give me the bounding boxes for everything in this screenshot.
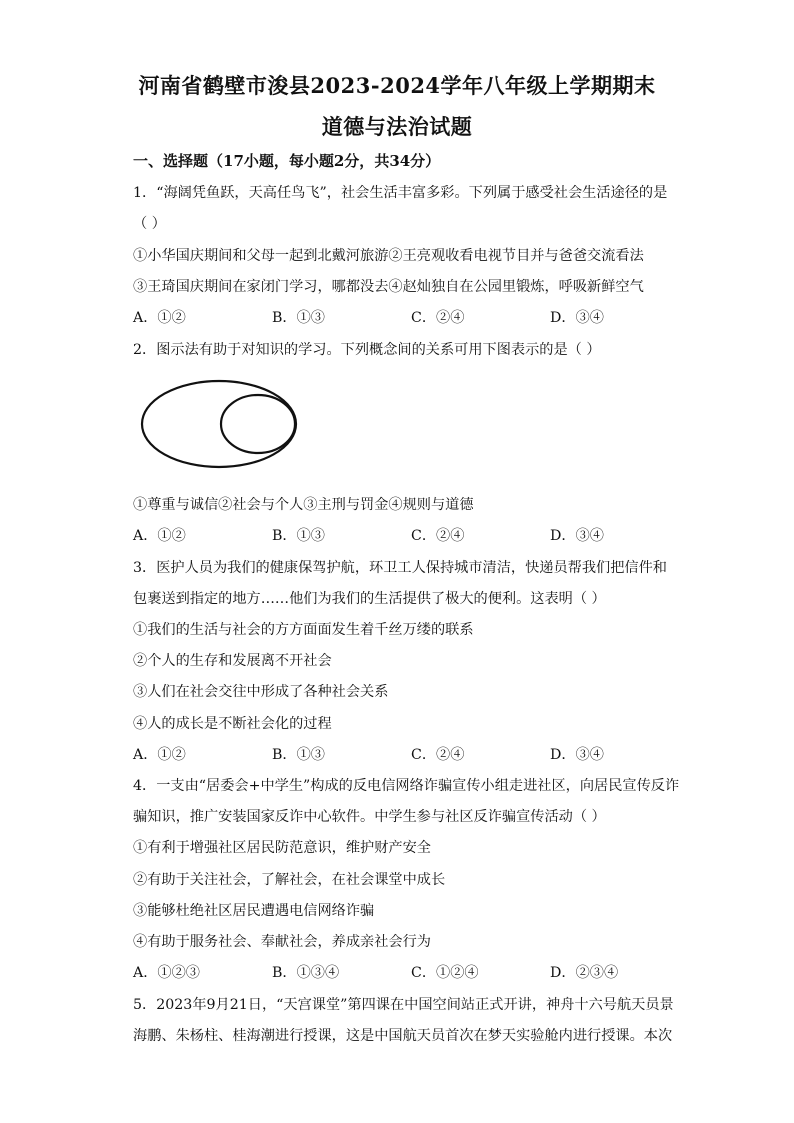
exam-title: 河南省鹤壁市浚县2023-2024学年八年级上学期期末 bbox=[138, 73, 656, 98]
q3-item-2: ②个人的生存和发展离不开社会 bbox=[133, 653, 332, 669]
q5-stem-2: 海鹏、朱杨柱、桂海潮进行授课，这是中国航天员首次在梦天实验舱内进行授课。本次 bbox=[133, 1028, 673, 1044]
q3-stem: 3．医护人员为我们的健康保驾护航，环卫工人保持城市清洁，快递员帮我们把信件和 bbox=[133, 560, 667, 576]
q3-option-b[interactable]: B．①③ bbox=[272, 747, 325, 763]
q1-items-1: ①小华国庆期间和父母一起到北戴河旅游②王亮观收看电视节目并与爸爸交流看法 bbox=[133, 248, 644, 264]
q3-option-d[interactable]: D．③④ bbox=[550, 747, 604, 763]
venn-outer-ellipse bbox=[142, 381, 296, 467]
q1-option-a[interactable]: A．①② bbox=[133, 310, 186, 326]
q4-item-2: ②有助于关注社会，了解社会，在社会课堂中成长 bbox=[133, 872, 446, 888]
q3-item-4: ④人的成长是不断社会化的过程 bbox=[133, 716, 332, 732]
q1-stem-bracket: （ ） bbox=[133, 216, 166, 232]
q4-option-b[interactable]: B．①③④ bbox=[272, 965, 340, 981]
exam-subtitle: 道德与法治试题 bbox=[321, 114, 473, 139]
q2-option-d[interactable]: D．③④ bbox=[550, 528, 604, 544]
q1-stem: 1．“海阔凭鱼跃，天高任鸟飞”，社会生活丰富多彩。下列属于感受社会生活途径的是 bbox=[133, 185, 668, 201]
q3-item-1: ①我们的生活与社会的方方面面发生着千丝万缕的联系 bbox=[133, 622, 474, 638]
q3-stem-2: 包裹送到指定的地方……他们为我们的生活提供了极大的便利。这表明（ ） bbox=[133, 591, 606, 607]
q2-option-a[interactable]: A．①② bbox=[133, 528, 186, 544]
q5-stem: 5．2023年9月21日，“天宫课堂”第四课在中国空间站正式开讲，神舟十六号航天员景 bbox=[133, 997, 674, 1013]
q3-item-3: ③人们在社会交往中形成了各种社会关系 bbox=[133, 684, 389, 700]
q4-option-a[interactable]: A．①②③ bbox=[133, 965, 200, 981]
q4-option-d[interactable]: D．②③④ bbox=[550, 965, 619, 981]
q3-option-a[interactable]: A．①② bbox=[133, 747, 186, 763]
q3-option-c[interactable]: C．②④ bbox=[411, 747, 465, 763]
q4-stem-2: 骗知识，推广安装国家反诈中心软件。中学生参与社区反诈骗宣传活动（ ） bbox=[133, 809, 606, 825]
q1-option-b[interactable]: B．①③ bbox=[272, 310, 325, 326]
section-heading: 一、选择题（17小题，每小题2分，共34分） bbox=[133, 152, 441, 170]
q1-option-d[interactable]: D．③④ bbox=[550, 310, 604, 326]
q2-items: ①尊重与诚信②社会与个人③主刑与罚金④规则与道德 bbox=[133, 497, 474, 513]
q4-option-c[interactable]: C．①②④ bbox=[411, 965, 479, 981]
venn-inner-ellipse bbox=[221, 395, 295, 453]
q2-option-b[interactable]: B．①③ bbox=[272, 528, 325, 544]
q2-option-c[interactable]: C．②④ bbox=[411, 528, 465, 544]
q1-option-c[interactable]: C．②④ bbox=[411, 310, 465, 326]
q4-item-1: ①有利于增强社区居民防范意识，维护财产安全 bbox=[133, 840, 431, 856]
q4-stem: 4．一支由“居委会+中学生”构成的反电信网络诈骗宣传小组走进社区，向居民宣传反诈 bbox=[133, 778, 680, 794]
venn-diagram bbox=[138, 378, 303, 478]
q4-item-3: ③能够杜绝社区居民遭遇电信网络诈骗 bbox=[133, 903, 375, 919]
q4-item-4: ④有助于服务社会、奉献社会，养成亲社会行为 bbox=[133, 934, 431, 950]
q1-items-2: ③王琦国庆期间在家闭门学习，哪都没去④赵灿独自在公园里锻炼，呼吸新鲜空气 bbox=[133, 279, 644, 295]
q2-stem: 2．图示法有助于对知识的学习。下列概念间的关系可用下图表示的是（ ） bbox=[133, 342, 601, 358]
